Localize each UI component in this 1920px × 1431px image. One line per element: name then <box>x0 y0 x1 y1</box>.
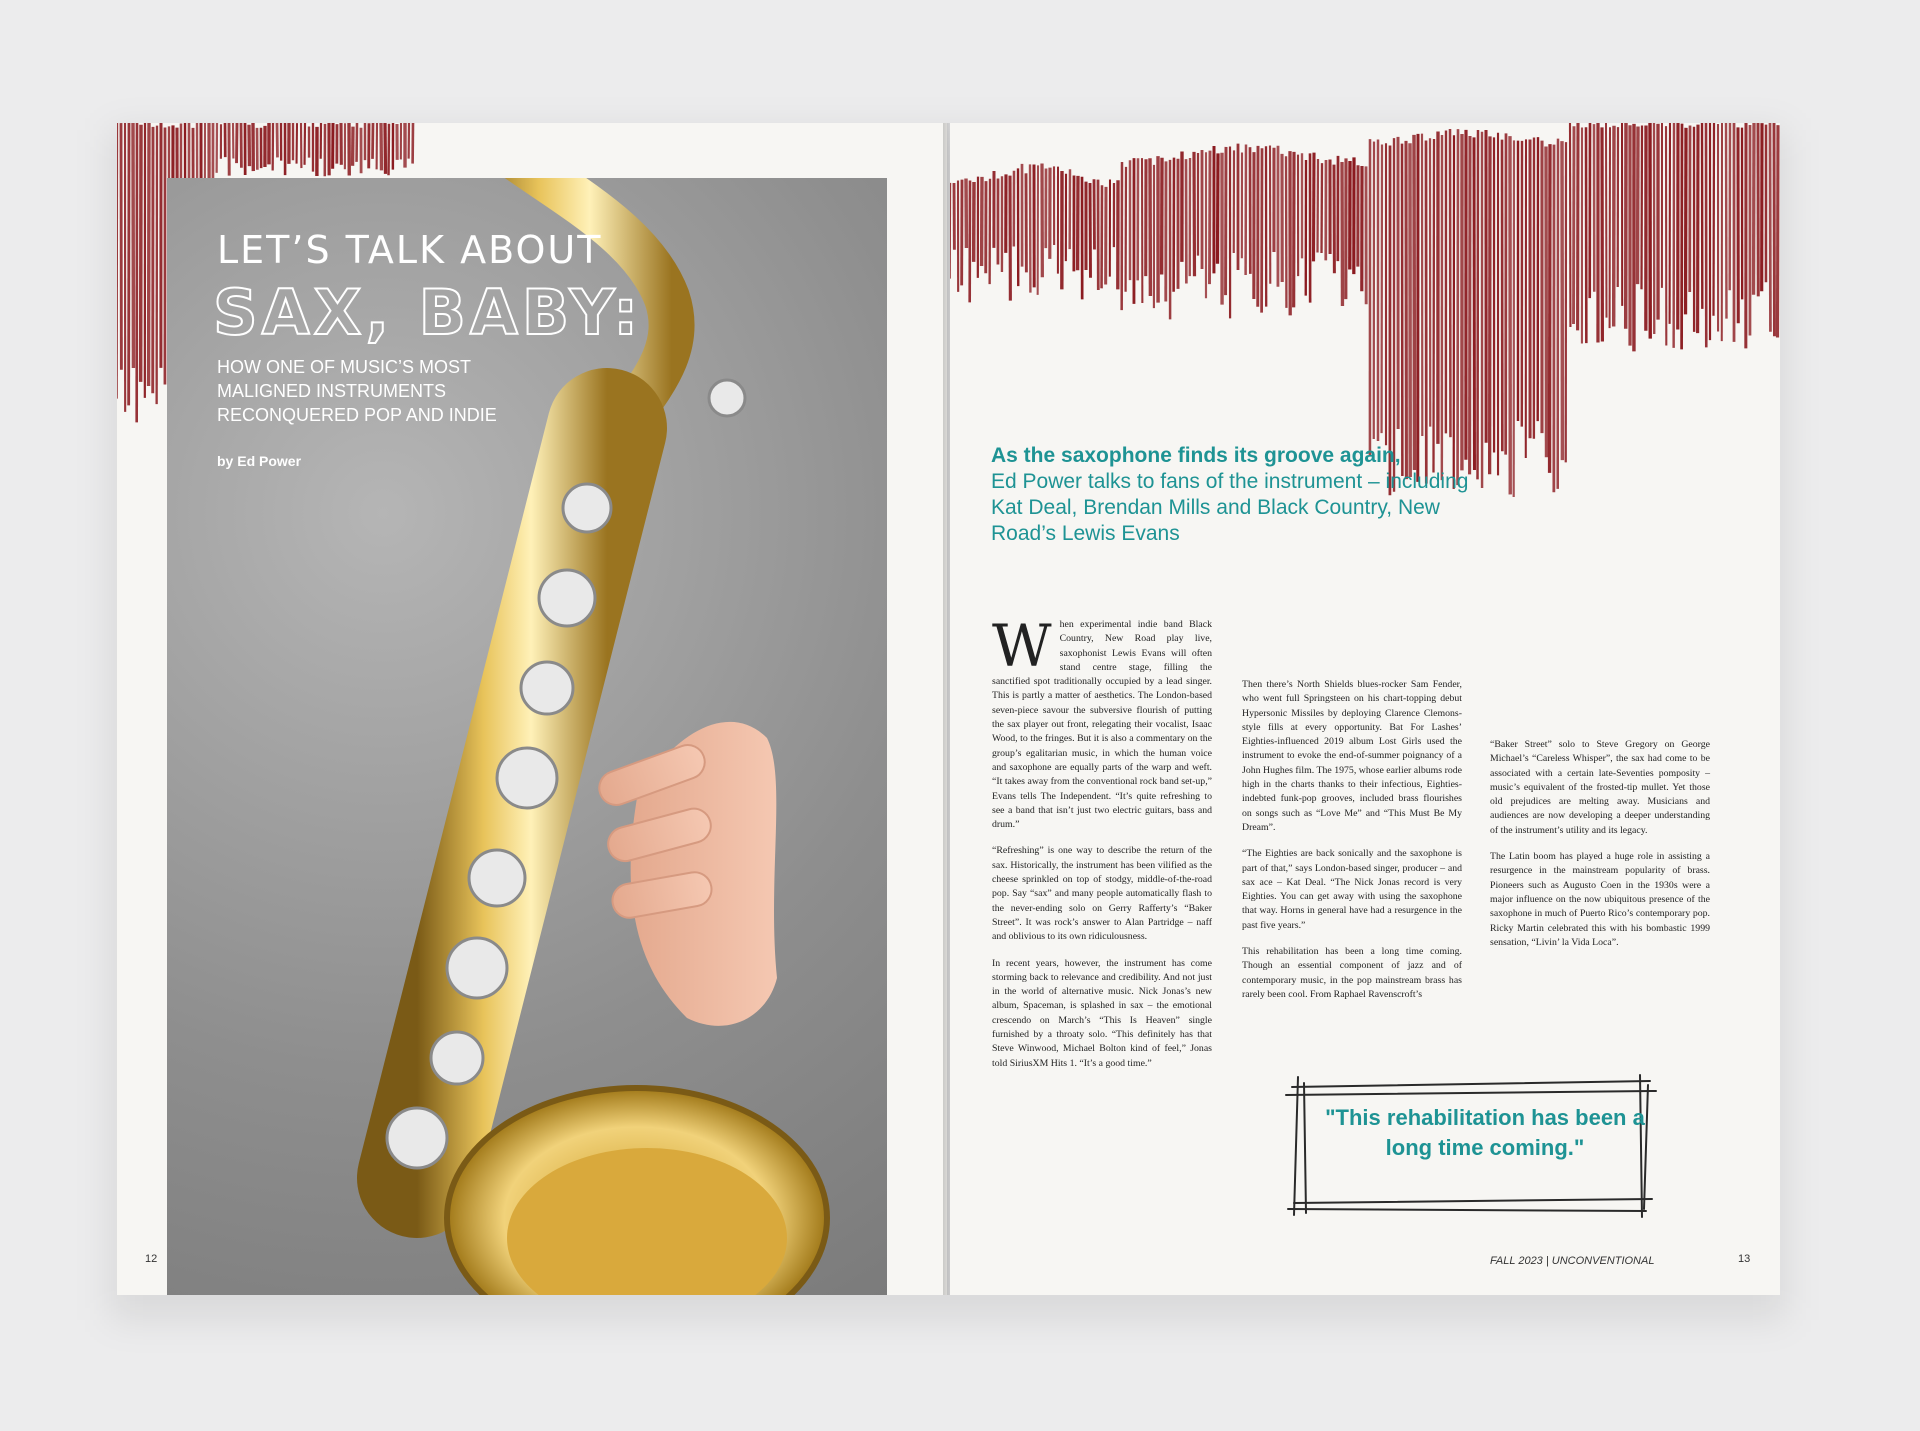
deck-lead: As the saxophone finds its groove again, <box>991 444 1401 467</box>
deck-rest: Ed Power talks to fans of the instrument – including Kat Deal, Brendan Mills and Black Country, New Road’s Lewis Evans <box>991 470 1469 545</box>
col1-para3: In recent years, however, the instrument has come storming back to relevance and credibility. And not just in the world of alternative music. Nick Jonas’s new album, Spaceman, is splashed in sax – the emotional crescendo on March’s “This Is Heaven” single furnished by a throaty solo. “This definitely has that Steve Winwood, Michael Bolton kind of feel,” Jonas told SiriusXM Hits 1. “It’s a good time.” <box>992 957 1212 1069</box>
right-page <box>950 123 1780 1295</box>
col1-para2: “Refreshing” is one way to describe the return of the sax. Historically, the instrument has been vilified as the cheese sprinkled on top of stodgy, middle-of-the-road pop. Say “sax” and many people automatically flash to the never-ending solo on Gerry Rafferty’s “Baker Street”. It was rock’s answer to Alan Partridge – naff and oblivious to its own ridiculousness. <box>992 845 1212 943</box>
body-column-2 <box>1242 678 1462 1014</box>
drop-cap: W <box>992 612 1052 680</box>
body-column-3 <box>1490 738 1710 962</box>
col2-para2: “The Eighties are back sonically and the saxophone is part of that,” says London-based singer, producer – and sax ace – Kat Deal. “The Nick Jonas record is very Eighties. You can get away with using the saxophone that way. Horns in general have had a resurgence in the past five years.” <box>1242 848 1462 931</box>
col3-para2: The Latin boom has played a huge role in assisting a resurgence in the mainstream popularity of brass. Pioneers such as Augusto Coen in the 1930s were a major influence on the now ubiquitous presence of the saxophone in much of Puerto Rico’s contemporary pop. Ricky Martin celebrated this with his bombastic 1999 sensation, “Livin’ la Vida Loca”. <box>1490 851 1710 948</box>
page-number-left: 12 <box>145 1253 158 1265</box>
subheadline: HOW ONE OF MUSIC’S MOST MALIGNED INSTRUMENTS RECONQUERED POP AND INDIE <box>217 357 497 425</box>
page-number-right: 13 <box>1738 1253 1751 1265</box>
headline-line-2: SAX, BABY: <box>213 276 642 349</box>
headline-line-1: LET’S TALK ABOUT <box>217 228 603 272</box>
pull-quote-text: "This rehabilitation has been a long time coming." <box>1325 1105 1645 1160</box>
folio: FALL 2023 | UNCONVENTIONAL <box>1490 1255 1655 1267</box>
col1-para1: hen experimental indie band Black Country, New Road play live, saxophonist Lewis Evans will often stand centre stage, filling the sanctified spot traditionally occupied by a lead singer. This is partly a matter of aesthetics. The London-based seven-piece savour the subversive flourish of putting the sax player out front, relegating their vocalist, Isaac Wood, to the fringes. But it is also a commentary on the group’s egalitarian music, in which the human voice and saxophone are equally parts of the warp and weft. “It takes away from the conventional rock band set-up,” Evans tells The Independent. “It’s quite refreshing to see a band that isn’t just two electric guitars, bass and drum.” <box>992 619 1212 831</box>
deck-intro <box>991 443 1471 547</box>
col3-para1: “Baker Street” solo to Steve Gregory on George Michael’s “Careless Whisper”, the sax had come to be associated with a certain late-Seventies pomposity – music’s equivalent of the frosted-tip mullet. Yet those old prejudices are melting away. Musicians and audiences are now developing a deeper understanding of the instrument’s utility and its legacy. <box>1490 739 1710 836</box>
body-column-1 <box>992 612 1212 1083</box>
pull-quote <box>1280 1073 1660 1218</box>
left-page <box>117 123 947 1295</box>
col2-para1: Then there’s North Shields blues-rocker Sam Fender, who went full Springsteen on his chart-topping debut Hypersonic Missiles by deploying Clarence Clemons-style fills at every opportunity. Bat For Lashes’ Eighties-influenced 2019 album Lost Girls used the instrument to evoke the end-of-summer poignancy of a John Hughes film. The 1975, whose earlier albums rode high in the charts thanks to their infectious, Eighties-indebted funk-pop grooves, included brass flourishes on songs such as “Love Me” and “This Must Be My Dream”. <box>1242 679 1462 833</box>
byline: by Ed Power <box>217 453 302 469</box>
col2-para3: This rehabilitation has been a long time coming. Though an essential component of jazz and of contemporary music, in the pop mainstream brass has rarely been cool. From Raphael Ravenscroft’s <box>1242 946 1462 1000</box>
